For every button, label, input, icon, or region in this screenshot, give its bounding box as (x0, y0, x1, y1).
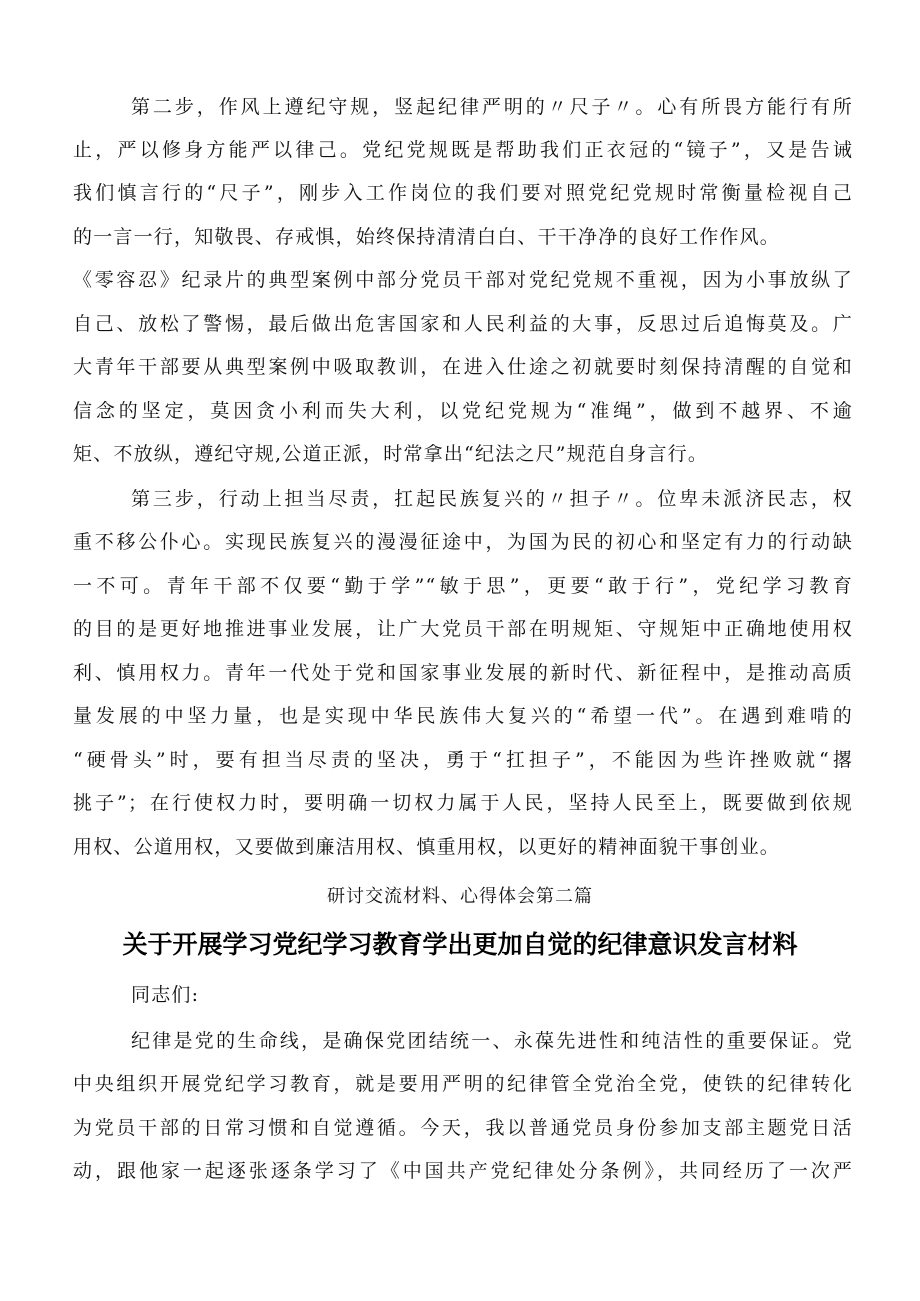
step3-line-9: 用权、公道用权，又要做到廉洁用权、慎重用权，以更好的精神面貌干事创业。 (73, 836, 781, 858)
document-headline: 关于开展学习党纪学习教育学出更加自觉的纪律意识发言材料 (122, 930, 798, 959)
body-line-3: 为党员干部的日常习惯和自觉遵循。今天，我以普通党员身份参加支部主题党日活 (73, 1117, 853, 1139)
step3-line-2: 重不移公仆心。实现民族复兴的漫漫征途中，为国为民的初心和坚定有力的行动缺 (73, 531, 853, 553)
body-line-1: 纪律是党的生命线，是确保党团结统一、永葆先进性和纯洁性的重要保证。党 (131, 1030, 853, 1052)
step3-line-6: 量发展的中坚力量，也是实现中华民族伟大复兴的“希望一代”。在遇到难啃的 (73, 705, 853, 727)
step3-line-8: 挑子”；在行使权力时，要明确一切权力属于人民，坚持人民至上，既要做到依规 (73, 792, 853, 814)
body-line-2: 中央组织开展党纪学习教育，就是要用严明的纪律管全党治全党，使铁的纪律转化 (73, 1073, 853, 1095)
step2-line-6: 自己、放松了警惕，最后做出危害国家和人民利益的大事，反思过后追悔莫及。广 (73, 313, 853, 335)
step2-line-5: 《零容忍》纪录片的典型案例中部分党员干部对党纪党规不重视，因为小事放纵了 (73, 269, 853, 291)
step3-line-1: 第三步，行动上担当尽责，扛起民族复兴的〃担子〃。位卑未派济民志，权 (131, 488, 853, 510)
salutation: 同志们: (131, 984, 200, 1006)
step2-line-3: 我们慎言行的“尺子”，刚步入工作岗位的我们要对照党纪党规时常衡量检视自己 (73, 182, 853, 204)
step2-line-8: 信念的坚定，莫因贪小利而失大利，以党纪党规为“准绳”，做到不越界、不逾 (73, 400, 853, 422)
step2-line-9: 矩、不放纵，遵纪守规,公道正派，时常拿出“纪法之尺”规范自身言行。 (73, 443, 709, 465)
step3-line-4: 的目的是更好地推进事业发展，让广大党员干部在明规矩、守规矩中正确地使用权 (73, 618, 853, 640)
step2-line-2: 止，严以修身方能严以律己。党纪党规既是帮助我们正衣冠的“镜子”，又是告诫 (73, 139, 853, 161)
step2-line-4: 的一言一行，知敬畏、存戒惧，始终保持清清白白、干干净净的良好工作作风。 (73, 226, 781, 248)
section-label: 研讨交流材料、心得体会第二篇 (327, 886, 593, 907)
step2-line-7: 大青年干部要从典型案例中吸取教训，在进入仕途之初就要时刻保持清醒的自觉和 (73, 356, 853, 378)
step3-line-3: 一不可。青年干部不仅要“勤于学”“敏于思”，更要“敢于行”，党纪学习教育 (73, 575, 853, 597)
step2-line-1: 第二步，作风上遵纪守规，竖起纪律严明的〃尺子〃。心有所畏方能行有所 (131, 96, 853, 118)
body-line-4: 动，跟他家一起逐张逐条学习了《中国共产党纪律处分条例》，共同经历了一次严 (73, 1160, 853, 1182)
step3-line-5: 利、慎用权力。青年一代处于党和国家事业发展的新时代、新征程中，是推动高质 (73, 662, 853, 684)
step3-line-7: “硬骨头”时，要有担当尽责的坚决，勇于“扛担子”，不能因为些许挫败就“撂 (73, 749, 853, 771)
